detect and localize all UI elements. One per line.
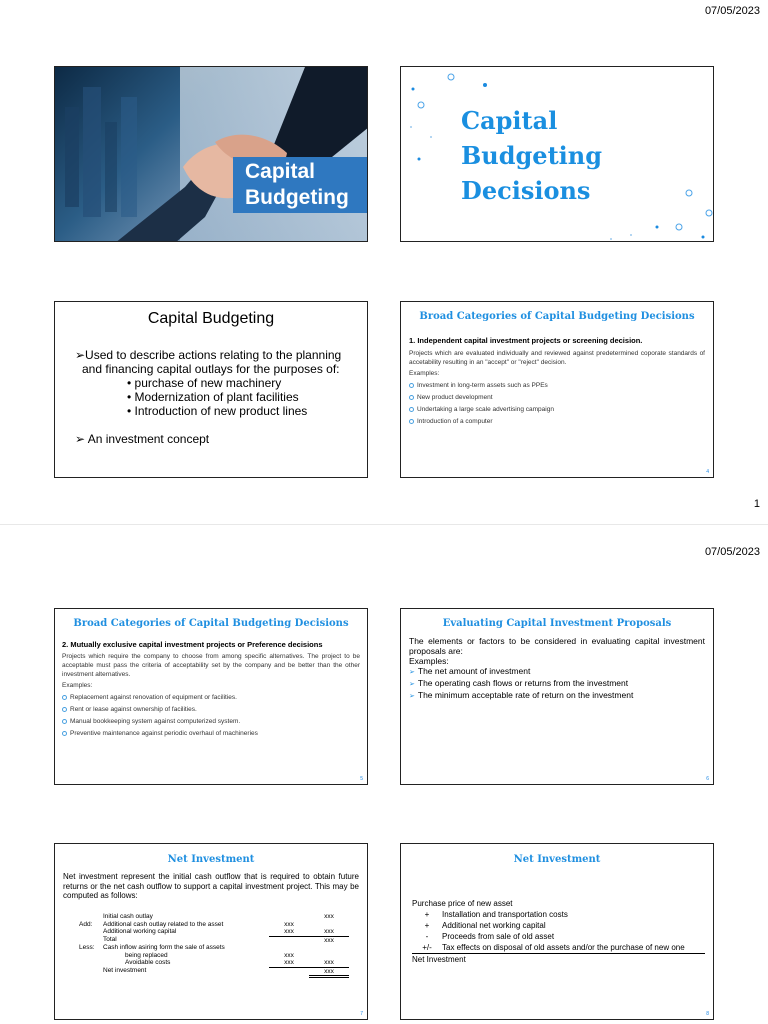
slide-number: 8 [706, 1011, 709, 1017]
list-item: - Proceeds from sale of old asset [425, 932, 555, 941]
slide-title: Net Investment [513, 854, 601, 865]
list-item: • Modernization of plant facilities [127, 390, 299, 404]
page-date: 07/05/2023 [704, 5, 760, 17]
list-item: • purchase of new machinery [127, 376, 282, 390]
slide-intro: Net investment represent the initial cash outflow that is required to obtain future returns or the net cash outflow to support a capital investment project. This may be computed as follows: [63, 872, 359, 900]
slide-net-investment-formula [400, 843, 714, 1020]
slide-number: 7 [360, 1011, 363, 1017]
table-row: Add: Additional cash outlay related to the asset xxx [79, 920, 294, 928]
slide-title: Capital Budgeting [147, 310, 275, 327]
list-item: ➢ The minimum acceptable rate of return on the investment [409, 690, 634, 700]
slide-number: 4 [706, 469, 709, 475]
slide-broad-categories-1 [400, 301, 714, 478]
list-item: + Installation and transportation costs [424, 910, 568, 919]
list-item: + Additional net working capital [424, 921, 546, 930]
table-row: Less: Cash inflow asiring form the sale of assets [79, 944, 225, 951]
arrow-bullet-icon: ➢ [409, 669, 415, 676]
slide-title: Capital Budgeting [245, 160, 349, 209]
list-item: ➢ The net amount of investment [409, 666, 531, 676]
list-item: Replacement against renovation of equipment or facilities. [62, 693, 360, 702]
bullet-icon [62, 695, 67, 700]
list-item: Introduction of a computer [409, 417, 705, 426]
slide-capital-budgeting-definition [54, 301, 368, 478]
slide-net-investment-table [54, 843, 368, 1020]
bullet-icon [62, 731, 67, 736]
page-date: 07/05/2023 [704, 546, 760, 558]
slide-body: Purchase price of new asset + Installation and transportation costs + Additional net working capital - Proceeds from sale of old asset +/- Tax effects on disposal of old assets and/or the purchase of new one Net Investment [412, 898, 705, 965]
bullet-icon [62, 707, 67, 712]
bullet-icon [409, 395, 414, 400]
table-row: Total xxx [103, 936, 334, 944]
slide-capital-budgeting-cover [54, 66, 368, 242]
list-item: +/- Tax effects on disposal of old assets and/or the purchase of new one [412, 942, 705, 954]
handshake-image [55, 67, 368, 242]
list-item: Undertaking a large scale advertising campaign [409, 405, 705, 414]
slide-body: 1. Independent capital investment projects or screening decision. Projects which are evaluated individually and reviewed against predetermined coporate standards of accetability resulting in an "accept" or "reject" decision. Examples: Investment in long-term assets such as PPEs New product development Undertaking a large scale advertising campaign Introduction of a computer [409, 336, 705, 425]
list-item: • Introduction of new product lines [127, 404, 308, 418]
net-investment-table [77, 913, 349, 978]
slide-title: Net Investment [167, 854, 255, 865]
slide-title: Broad Categories of Capital Budgeting Decisions [419, 311, 695, 322]
table-row: Net investment xxx [77, 967, 349, 977]
bullet-icon [409, 407, 414, 412]
page-break [0, 524, 768, 525]
arrow-bullet-icon: ➢ [409, 693, 415, 700]
slide-title: Capital Budgeting Decisions [461, 106, 602, 205]
list-item: New product development [409, 393, 705, 402]
bullet-icon [409, 419, 414, 424]
slide-body: The elements or factors to be considered in evaluating capital investment proposals are: Examples: ➢ The net amount of investment ➢ The operating cash flows or returns from the investment ➢ The minimum acceptable rate of return on the investment [409, 636, 705, 700]
slide-title: Evaluating Capital Investment Proposals [442, 618, 672, 629]
table-row: Additional working capital xxx xxx [77, 928, 349, 936]
slide-body: ➢Used to describe actions relating to the planning and financing capital outlays for the purposes of: • purchase of new machinery • Modernization of plant facilities • Introduction of new product lines ➢ An investment concept [75, 348, 351, 446]
list-item: ➢ The operating cash flows or returns from the investment [409, 678, 629, 688]
list-item: Investment in long-term assets such as PPEs [409, 381, 705, 390]
slide-evaluating-proposals [400, 608, 714, 785]
slide-number: 6 [706, 776, 709, 782]
slide-broad-categories-2 [54, 608, 368, 785]
arrow-bullet-icon: ➢ [409, 681, 415, 688]
slide-capital-budgeting-decisions [400, 66, 714, 242]
bullet-icon [62, 719, 67, 724]
table-row: Initial cash outlay xxx [103, 913, 334, 920]
list-item: Manual bookkeeping system against computerized system. [62, 717, 360, 726]
list-item: Preventive maintenance against periodic overhaul of machineries [62, 729, 360, 738]
page-number: 1 [753, 498, 760, 510]
list-item: Rent or lease against ownership of facilities. [62, 705, 360, 714]
bullet-icon [409, 383, 414, 388]
table-row: being replaced xxx [125, 951, 294, 959]
slide-body: 2. Mutually exclusive capital investment projects or Preference decisions Projects which require the company to choose from among specific alternatives. The project to be acceptable must pass the criteria of acceptability set by the company and be better than the other investment alternatives. Examples: Replacement against renovation of equipment or facilities. Rent or lease against ownership of facilities. Manual bookkeeping system against computerized system. Preventive maintenance against periodic overhaul of machineries [62, 640, 360, 737]
slide-title: Broad Categories of Capital Budgeting Decisions [73, 618, 349, 629]
table-row: Avoidable costs xxx xxx [77, 959, 349, 967]
slide-number: 5 [360, 776, 363, 782]
